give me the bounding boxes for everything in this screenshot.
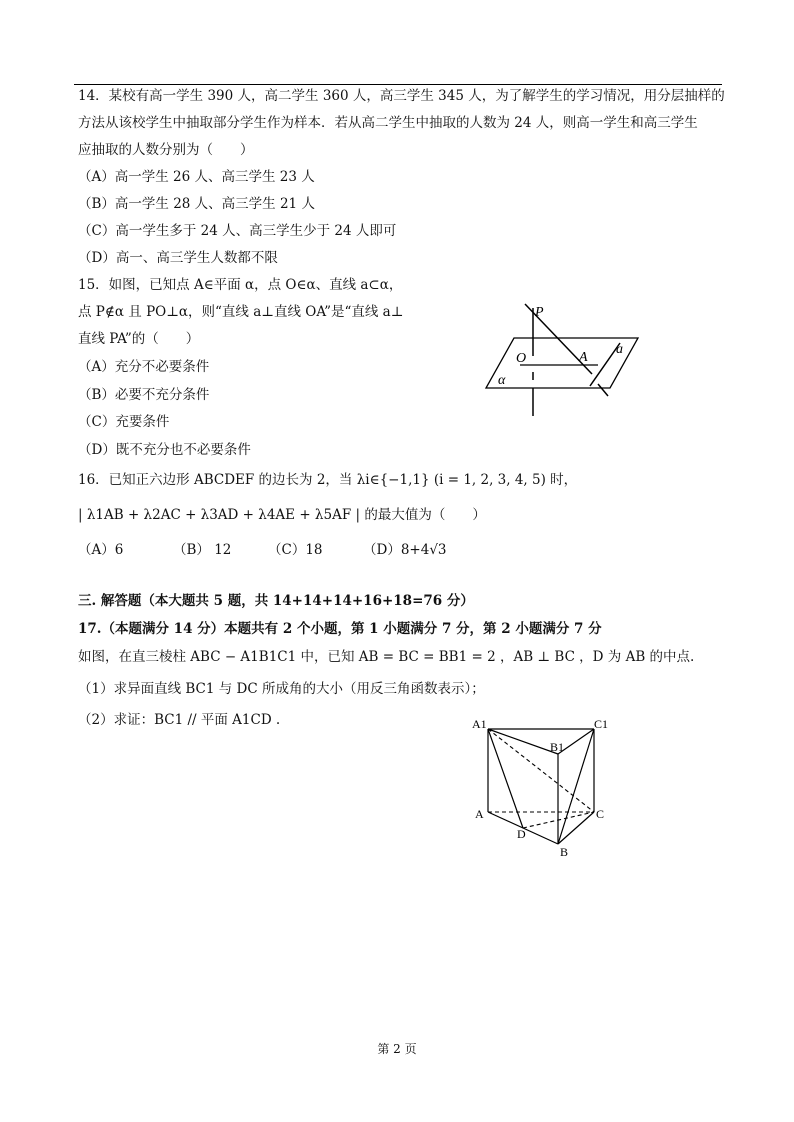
q15-option-b: （B）必要不充分条件 — [78, 387, 210, 403]
label-a-point: A — [579, 350, 588, 365]
line-a1c — [488, 729, 594, 812]
q16-option-d: （D）8+4√3 — [363, 542, 447, 558]
q15-option-c: （C）充要条件 — [78, 414, 170, 430]
label-p: P — [535, 305, 544, 320]
line-a-tail — [598, 384, 608, 396]
label-alpha: α — [498, 373, 506, 388]
q15-line-3: 直线 PA”的（ ） — [78, 331, 200, 347]
q14-line-2: 方法从该校学生中抽取部分学生作为样本．若从高二学生中抽取的人数为 24 人，则高一学生和高三学生 — [78, 115, 698, 131]
q14-option-b: （B）高一学生 28 人、高三学生 21 人 — [78, 196, 315, 212]
top-rule — [74, 84, 722, 85]
label-b1: B1 — [550, 740, 565, 754]
q15-line-2: 点 P∉α 且 PO⊥α，则“直线 a⊥直线 OA”是“直线 a⊥ — [78, 304, 404, 320]
q16-line-1: 16．已知正六边形 ABCDEF 的边长为 2，当 λi∈{−1,1} (i = 1, 2, 3, 4, 5) 时， — [78, 472, 578, 488]
label-c: C — [596, 807, 605, 821]
label-b: B — [560, 845, 569, 859]
label-a-line: a — [616, 342, 623, 357]
plane-figure — [480, 298, 650, 422]
q14-line-3: 应抽取的人数分别为（ ） — [78, 142, 254, 158]
label-a: A — [475, 807, 484, 821]
line-a1d — [488, 729, 523, 828]
q16-option-a: （A）6 — [78, 542, 124, 558]
q15-option-a: （A）充分不必要条件 — [78, 359, 210, 375]
prism-figure — [470, 712, 620, 860]
q17-part-2: （2）求证：BC1 // 平面 A1CD . — [78, 712, 281, 728]
page-number: 第 2 页 — [377, 1042, 417, 1056]
q17-line-1: 如图，在直三棱柱 ABC − A1B1C1 中，已知 AB = BC = BB1 = 2 ，AB ⊥ BC ，D 为 AB 的中点. — [78, 649, 695, 665]
label-o: O — [516, 351, 527, 366]
label-a1: A1 — [472, 717, 487, 731]
q14-line-1: 14．某校有高一学生 390 人，高二学生 360 人，高三学生 345 人，为了解学生的学习情况，用分层抽样的 — [78, 88, 725, 104]
q17-part-1: （1）求异面直线 BC1 与 DC 所成角的大小（用反三角函数表示）； — [78, 681, 485, 697]
q16-option-c: （C）18 — [268, 542, 323, 558]
section-3-heading: 三. 解答题（本大题共 5 题，共 14+14+14+16+18=76 分） — [78, 593, 474, 609]
edge-a1b1 — [488, 729, 558, 754]
q14-option-d: （D）高一、高三学生人数都不限 — [78, 250, 278, 266]
q15-line-1: 15．如图，已知点 A∈平面 α，点 O∈α、直线 a⊂α， — [78, 277, 403, 293]
q15-option-d: （D）既不充分也不必要条件 — [78, 442, 251, 458]
label-c1: C1 — [594, 717, 609, 731]
q16-option-b: （B） 12 — [173, 542, 232, 558]
label-d: D — [517, 827, 526, 841]
q14-option-a: （A）高一学生 26 人、高三学生 23 人 — [78, 169, 315, 185]
q14-option-c: （C）高一学生多于 24 人、高三学生少于 24 人即可 — [78, 223, 397, 239]
q16-line-2: | λ1AB + λ2AC + λ3AD + λ4AE + λ5AF | 的最大值为（ ） — [78, 507, 486, 523]
q17-header: 17.（本题满分 14 分）本题共有 2 个小题，第 1 小题满分 7 分，第 2 小题满分 7 分 — [78, 621, 602, 637]
q16-options — [78, 540, 447, 560]
